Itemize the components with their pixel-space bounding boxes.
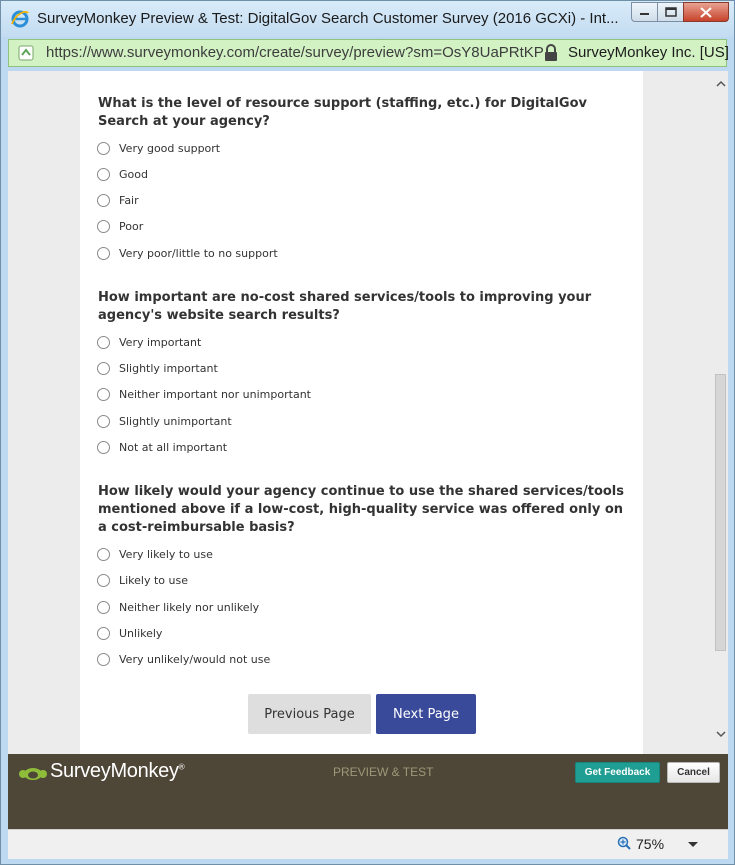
minimize-icon <box>639 7 650 17</box>
q3-option-2[interactable] <box>97 570 188 590</box>
radio-button[interactable] <box>97 548 110 561</box>
url-text[interactable]: https://www.surveymonkey.com/create/survey/preview?sm=OsY8UaPRtKP <box>46 44 544 61</box>
option-label: Not at all important <box>119 440 228 454</box>
radio-button[interactable] <box>97 601 110 614</box>
radio-button[interactable] <box>97 574 110 587</box>
close-button[interactable] <box>683 2 729 22</box>
option-label: Slightly unimportant <box>119 414 232 428</box>
preview-test-label: PREVIEW & TEST <box>333 765 434 779</box>
surveymonkey-logo-text <box>50 760 184 783</box>
title-bar <box>1 1 734 37</box>
q3-option-1[interactable] <box>97 544 213 564</box>
radio-button[interactable] <box>97 247 110 260</box>
option-label: Good <box>119 167 148 181</box>
scroll-thumb[interactable] <box>715 374 726 651</box>
q3-option-3[interactable] <box>97 597 259 617</box>
option-label: Very important <box>119 335 202 349</box>
q2-option-3[interactable] <box>97 384 311 404</box>
option-label: Poor <box>119 219 144 233</box>
radio-button[interactable] <box>97 194 110 207</box>
option-label: Neither likely nor unlikely <box>119 600 260 614</box>
question-3-text: How likely would your agency continue to use the shared services/tools mentioned above if a low-cost, high-quality service was offered only on a cost-reimbursable basis? <box>98 484 624 535</box>
q1-option-4[interactable] <box>97 216 143 236</box>
zoom-dropdown-icon[interactable] <box>688 842 698 847</box>
vertical-scrollbar[interactable] <box>714 71 728 754</box>
previous-page-button[interactable]: Previous Page <box>248 694 371 734</box>
scroll-up-arrow-icon[interactable] <box>714 77 728 91</box>
option-label: Very poor/little to no support <box>119 246 278 260</box>
preview-toolbar <box>8 754 728 829</box>
get-feedback-button[interactable]: Get Feedback <box>575 762 660 783</box>
certificate-org[interactable]: SurveyMonkey Inc. [US] <box>568 44 729 61</box>
surveymonkey-logo-icon <box>18 762 48 782</box>
radio-button[interactable] <box>97 388 110 401</box>
radio-button[interactable] <box>97 168 110 181</box>
maximize-icon <box>665 7 677 17</box>
q2-option-1[interactable] <box>97 332 201 352</box>
cancel-button[interactable]: Cancel <box>667 762 720 783</box>
q1-option-1[interactable] <box>97 138 220 158</box>
question-2-text: How important are no-cost shared services/tools to improving your agency's website search results? <box>98 290 592 323</box>
option-label: Very unlikely/would not use <box>119 652 271 666</box>
option-label: Very likely to use <box>119 547 213 561</box>
minimize-button[interactable] <box>631 2 658 22</box>
registered-mark: ® <box>178 762 185 772</box>
next-page-button[interactable]: Next Page <box>376 694 476 734</box>
maximize-button[interactable] <box>657 2 684 22</box>
option-label: Very good support <box>119 141 221 155</box>
logo-wordmark: SurveyMonkey <box>50 760 179 782</box>
scroll-down-arrow-icon[interactable] <box>714 727 728 741</box>
q1-option-3[interactable] <box>97 190 139 210</box>
close-icon <box>700 7 712 18</box>
radio-button[interactable] <box>97 653 110 666</box>
window-controls <box>632 2 729 23</box>
radio-button[interactable] <box>97 627 110 640</box>
radio-button[interactable] <box>97 415 110 428</box>
q2-option-2[interactable] <box>97 358 218 378</box>
page-viewport <box>8 71 728 754</box>
q2-option-4[interactable] <box>97 411 232 431</box>
q2-option-5[interactable] <box>97 437 227 457</box>
option-label: Unlikely <box>119 626 163 640</box>
status-bar <box>8 829 728 859</box>
internet-explorer-icon <box>10 9 30 29</box>
zoom-level[interactable]: 75% <box>636 836 665 852</box>
q1-option-2[interactable] <box>97 164 148 184</box>
q3-option-4[interactable] <box>97 623 162 643</box>
survey-panel <box>80 71 643 754</box>
page-icon <box>17 44 35 62</box>
lock-icon[interactable] <box>544 44 558 62</box>
q3-option-5[interactable] <box>97 649 270 669</box>
option-label: Neither important nor unimportant <box>119 387 311 401</box>
option-label: Slightly important <box>119 361 218 375</box>
radio-button[interactable] <box>97 362 110 375</box>
window-title: SurveyMonkey Preview & Test: DigitalGov Search Customer Survey (2016 GCXi) - Int... <box>37 10 619 27</box>
question-1-text: What is the level of resource support (staffing, etc.) for DigitalGov Search at your agency? <box>98 96 587 129</box>
option-label: Likely to use <box>119 573 189 587</box>
q1-option-5[interactable] <box>97 243 278 263</box>
radio-button[interactable] <box>97 220 110 233</box>
address-bar[interactable] <box>8 39 727 67</box>
radio-button[interactable] <box>97 336 110 349</box>
zoom-icon[interactable] <box>617 836 631 850</box>
radio-button[interactable] <box>97 142 110 155</box>
radio-button[interactable] <box>97 441 110 454</box>
option-label: Fair <box>119 193 139 207</box>
